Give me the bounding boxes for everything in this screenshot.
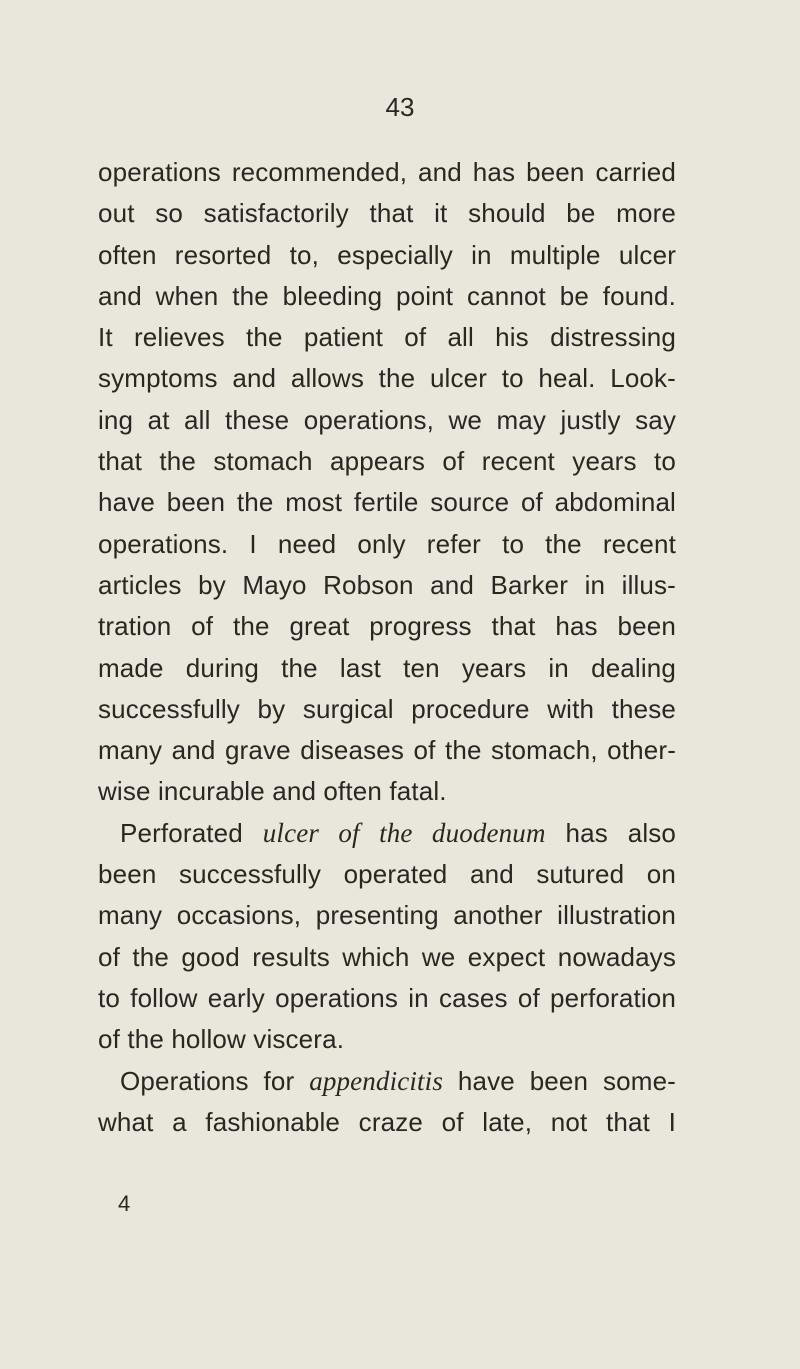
text-line xyxy=(98,565,676,606)
text-line xyxy=(98,276,676,317)
text-line xyxy=(98,978,676,1019)
text-line xyxy=(98,771,676,812)
text-segment: made during the last ten years in dealing xyxy=(98,652,676,683)
text-line xyxy=(98,1102,676,1143)
text-line xyxy=(98,441,676,482)
text-line xyxy=(98,937,676,978)
text-segment: that the stomach appears of recent years to xyxy=(98,446,676,477)
page-number: 43 xyxy=(385,92,415,122)
text-segment: many occasions, presenting another illustration xyxy=(98,900,676,931)
text-segment: Perforated xyxy=(120,817,263,848)
italic-text: appendicitis xyxy=(309,1065,443,1096)
text-segment: have been the most fertile source of abdominal xyxy=(98,487,676,518)
text-line xyxy=(98,854,676,895)
text-line xyxy=(98,482,676,523)
text-segment: wise incurable and often fatal. xyxy=(98,776,447,807)
text-line xyxy=(98,358,676,399)
text-line xyxy=(98,730,676,771)
text-segment: articles by Mayo Robson and Barker in illus- xyxy=(98,569,676,600)
text-line xyxy=(98,895,676,936)
text-segment: operations. I need only refer to the recent xyxy=(98,528,676,559)
text-segment: Operations for xyxy=(120,1065,310,1096)
text-segment: and when the bleeding point cannot be found. xyxy=(98,280,676,311)
text-segment: tration of the great progress that has been xyxy=(98,611,676,642)
text-line xyxy=(98,524,676,565)
paragraph xyxy=(98,152,676,813)
text-segment: to follow early operations in cases of perforation xyxy=(98,982,676,1013)
text-segment: of the good results which we expect nowadays xyxy=(98,941,676,972)
text-segment: ing at all these operations, we may justly say xyxy=(98,404,676,435)
text-line xyxy=(98,689,676,730)
text-line xyxy=(98,400,676,441)
text-segment: often resorted to, especially in multiple ulcer xyxy=(98,239,676,270)
text-segment: what a fashionable craze of late, not that I xyxy=(98,1106,676,1137)
text-segment: operations recommended, and has been carried xyxy=(98,157,676,187)
text-segment: been successfully operated and sutured on xyxy=(98,859,676,890)
text-line xyxy=(98,152,676,193)
text-line xyxy=(98,813,676,854)
text-line xyxy=(98,235,676,276)
printer-signature-mark: 4 xyxy=(118,1191,131,1216)
text-segment: of the hollow viscera. xyxy=(98,1024,345,1055)
text-line xyxy=(98,193,676,234)
text-segment: successfully by surgical procedure with these xyxy=(98,693,676,724)
text-line xyxy=(98,317,676,358)
text-segment: out so satisfactorily that it should be more xyxy=(98,198,676,229)
text-segment: has also xyxy=(545,817,677,848)
body-text xyxy=(98,152,676,1143)
italic-text: ulcer of the duodenum xyxy=(262,817,546,848)
text-segment: symptoms and allows the ulcer to heal. Look- xyxy=(98,363,676,394)
text-segment: have been some- xyxy=(442,1065,676,1096)
text-line xyxy=(98,1019,676,1060)
paragraph xyxy=(98,813,676,1061)
text-segment: many and grave diseases of the stomach, other- xyxy=(98,735,676,766)
text-line xyxy=(98,606,676,647)
text-segment: It relieves the patient of all his distressing xyxy=(98,322,676,353)
text-line xyxy=(98,648,676,689)
paragraph xyxy=(98,1061,676,1144)
text-line xyxy=(98,1061,676,1102)
